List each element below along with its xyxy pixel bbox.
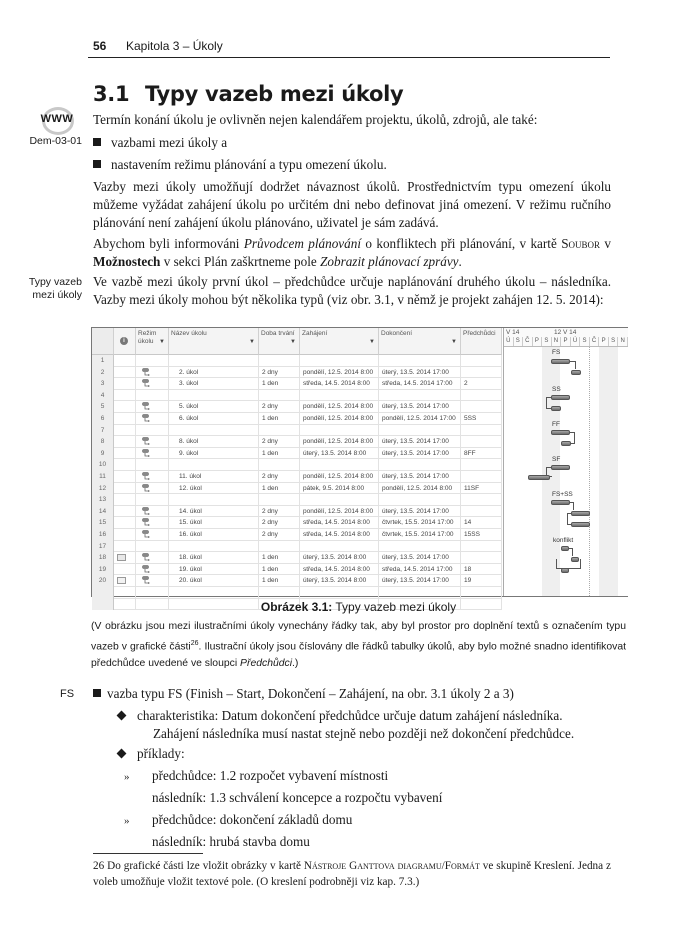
raquo-bullet-icon: »	[124, 771, 130, 783]
mode-cell[interactable]	[136, 494, 169, 506]
start-cell[interactable]	[300, 355, 379, 367]
gantt-bar-task-3[interactable]	[571, 370, 581, 375]
select-all-corner[interactable]	[92, 328, 114, 355]
task-name-cell[interactable]	[169, 494, 259, 506]
task-name-cell[interactable]	[169, 587, 259, 599]
duration-cell[interactable]	[259, 541, 300, 553]
indicator-cell[interactable]	[114, 448, 136, 460]
table-row[interactable]	[92, 448, 502, 460]
row-number[interactable]: 20	[92, 575, 114, 587]
constraint-indicator-icon	[117, 577, 126, 584]
mode-cell[interactable]	[136, 483, 169, 495]
duration-cell[interactable]	[259, 459, 300, 471]
gantt-body	[504, 347, 628, 596]
diamond-bullet-icon	[117, 749, 127, 759]
indicator-cell[interactable]	[114, 413, 136, 425]
auto-scheduled-task-icon	[142, 565, 151, 574]
dropdown-arrow-icon: ▼	[369, 339, 375, 345]
column-header-duration[interactable]: Doba trvání ▼	[259, 328, 300, 355]
finish-cell[interactable]	[379, 390, 461, 402]
finish-cell[interactable]: čtvrtek, 15.5. 2014 17:00	[379, 529, 461, 541]
mode-cell[interactable]	[136, 425, 169, 437]
gantt-label-sf: SF	[552, 456, 561, 463]
start-cell[interactable]: pondělí, 12.5. 2014 8:00	[300, 471, 379, 483]
mode-cell[interactable]	[136, 436, 169, 448]
auto-scheduled-task-icon	[142, 437, 151, 446]
auto-scheduled-task-icon	[142, 379, 151, 388]
finish-cell[interactable]	[379, 494, 461, 506]
dropdown-arrow-icon: ▼	[290, 339, 296, 345]
task-name-cell[interactable]	[169, 425, 259, 437]
gantt-day-label: N	[552, 337, 562, 346]
table-row[interactable]	[92, 541, 502, 553]
indicator-cell[interactable]	[114, 541, 136, 553]
row-number[interactable]: 15	[92, 517, 114, 529]
gantt-bar-task-16[interactable]	[571, 522, 590, 527]
footnote-26: 26 Do grafické části lze vložit obrázky v kartě Nástroje Ganttova diagramu/Formát ve skupině Kreslení. Jedna z voleb umožňuje vložit textové pole. (O kreslení podrobněji viz kap. 7.3.)	[93, 860, 611, 888]
row-number[interactable]: 17	[92, 541, 114, 553]
gantt-bar-task-14[interactable]	[551, 500, 570, 505]
duration-cell[interactable]: 2 dny	[259, 367, 300, 379]
predecessors-cell[interactable]	[461, 355, 502, 367]
table-row[interactable]	[92, 390, 502, 402]
example-2: » předchůdce: dokončení základů domu následník: hrubá stavba domu	[124, 812, 353, 849]
predecessors-cell[interactable]: 2	[461, 378, 502, 390]
predecessors-cell[interactable]	[461, 425, 502, 437]
paragraph-pruvodce: Abychom byli informováni Průvodcem plánování o konfliktech při plánování, v kartě Soubor v Možnostech v sekci Plán zaškrtneme pole Zobrazit plánovací zprávy.	[93, 236, 611, 269]
duration-cell[interactable]: 2 dny	[259, 436, 300, 448]
row-number[interactable]: 1	[92, 355, 114, 367]
table-row[interactable]	[92, 401, 502, 413]
start-cell[interactable]	[300, 494, 379, 506]
task-name-cell[interactable]: 12. úkol	[169, 483, 259, 495]
indicator-cell[interactable]	[114, 471, 136, 483]
predecessors-cell[interactable]: 14	[461, 517, 502, 529]
row-number[interactable]: 4	[92, 390, 114, 402]
gantt-day-label: S	[580, 337, 590, 346]
duration-cell[interactable]	[259, 390, 300, 402]
finish-cell[interactable]: úterý, 13.5. 2014 17:00	[379, 367, 461, 379]
footnote-rule	[93, 853, 203, 854]
info-icon: i	[120, 337, 128, 345]
column-header-finish[interactable]: Dokončení ▼	[379, 328, 461, 355]
auto-scheduled-task-icon	[142, 507, 151, 516]
row-number[interactable]: 18	[92, 552, 114, 564]
duration-cell[interactable]: 1 den	[259, 575, 300, 587]
indicator-cell[interactable]	[114, 390, 136, 402]
gantt-week-1: V 14	[506, 329, 520, 336]
gantt-day-label: Ú	[571, 337, 581, 346]
mode-cell[interactable]	[136, 564, 169, 576]
table-row[interactable]	[92, 378, 502, 390]
duration-cell[interactable]: 1 den	[259, 483, 300, 495]
start-cell[interactable]	[300, 425, 379, 437]
mode-cell[interactable]	[136, 529, 169, 541]
finish-cell[interactable]	[379, 587, 461, 599]
fs-examples-label: příklady:	[118, 745, 611, 763]
row-number[interactable]: 9	[92, 448, 114, 460]
figure-caption: Obrázek 3.1: Typy vazeb mezi úkoly	[260, 600, 457, 614]
start-cell[interactable]	[300, 587, 379, 599]
start-cell[interactable]: pátek, 9.5. 2014 8:00	[300, 483, 379, 495]
start-cell[interactable]: pondělí, 12.5. 2014 8:00	[300, 401, 379, 413]
indicator-cell[interactable]	[114, 564, 136, 576]
indicator-cell[interactable]	[114, 529, 136, 541]
finish-cell[interactable]: středa, 14.5. 2014 17:00	[379, 378, 461, 390]
finish-cell[interactable]: středa, 14.5. 2014 17:00	[379, 564, 461, 576]
gantt-label-ff: FF	[552, 421, 560, 428]
duration-cell[interactable]: 1 den	[259, 448, 300, 460]
finish-cell[interactable]: úterý, 13.5. 2014 17:00	[379, 552, 461, 564]
start-cell[interactable]: úterý, 13.5. 2014 8:00	[300, 448, 379, 460]
gantt-label-fs: FS	[552, 349, 561, 356]
table-row[interactable]	[92, 367, 502, 379]
column-header-start[interactable]: Zahájení ▼	[300, 328, 379, 355]
duration-cell[interactable]	[259, 355, 300, 367]
finish-cell[interactable]: pondělí, 12.5. 2014 8:00	[379, 483, 461, 495]
predecessors-cell[interactable]	[461, 587, 502, 599]
indicator-cell[interactable]	[114, 436, 136, 448]
auto-scheduled-task-icon	[142, 518, 151, 527]
duration-cell[interactable]: 2 dny	[259, 517, 300, 529]
indicator-cell[interactable]	[114, 401, 136, 413]
gantt-week-2: 12 V 14	[554, 329, 577, 336]
indicator-cell[interactable]	[114, 425, 136, 437]
row-number[interactable]: 11	[92, 471, 114, 483]
table-row[interactable]	[92, 506, 502, 518]
finish-cell[interactable]	[379, 459, 461, 471]
indicator-cell[interactable]	[114, 483, 136, 495]
raquo-bullet-icon: »	[124, 815, 130, 827]
indicator-cell[interactable]	[114, 587, 136, 599]
task-name-cell[interactable]: 11. úkol	[169, 471, 259, 483]
table-row[interactable]	[92, 355, 502, 367]
finish-cell[interactable]: úterý, 13.5. 2014 17:00	[379, 506, 461, 518]
gantt-day-label: P	[561, 337, 571, 346]
mode-cell[interactable]	[136, 552, 169, 564]
table-row[interactable]	[92, 552, 502, 564]
diamond-bullet-icon	[117, 711, 127, 721]
gantt-day-header	[504, 337, 628, 347]
predecessors-cell[interactable]: 19	[461, 575, 502, 587]
duration-cell[interactable]	[259, 425, 300, 437]
task-name-cell[interactable]: 19. úkol	[169, 564, 259, 576]
section-heading	[93, 82, 403, 106]
task-name-cell[interactable]: 16. úkol	[169, 529, 259, 541]
duration-cell[interactable]: 2 dny	[259, 506, 300, 518]
duration-cell[interactable]: 1 den	[259, 564, 300, 576]
auto-scheduled-task-icon	[142, 484, 151, 493]
duration-cell[interactable]: 1 den	[259, 378, 300, 390]
table-row[interactable]	[92, 471, 502, 483]
row-number[interactable]: 3	[92, 378, 114, 390]
finish-cell[interactable]: úterý, 13.5. 2014 17:00	[379, 401, 461, 413]
mode-cell[interactable]	[136, 541, 169, 553]
finish-cell[interactable]	[379, 425, 461, 437]
start-cell[interactable]: úterý, 13.5. 2014 8:00	[300, 552, 379, 564]
gantt-label-fs-ss: FS+SS	[552, 491, 573, 498]
margin-note-types: Typy vazeb mezi úkoly	[28, 276, 82, 301]
page-number: 56	[93, 39, 107, 53]
task-name-cell[interactable]: 20. úkol	[169, 575, 259, 587]
table-row[interactable]	[92, 483, 502, 495]
paragraph-types-intro: Ve vazbě mezi úkoly první úkol – předchůdce určuje naplánování druhého úkolu – následníka. Vazby mezi úkoly mohou být několika typů (viz obr. 3.1, v němž je projekt zahájen 12. 5. 2014):	[93, 274, 611, 307]
gantt-day-label: S	[609, 337, 619, 346]
task-name-cell[interactable]: 2. úkol	[169, 367, 259, 379]
mode-cell[interactable]	[136, 355, 169, 367]
duration-cell[interactable]: 2 dny	[259, 471, 300, 483]
table-row[interactable]	[92, 529, 502, 541]
start-cell[interactable]	[300, 541, 379, 553]
paragraph-vazby: Vazby mezi úkoly umožňují dodržet návaznost úkolů. Prostřednictvím typu omezení úkolu můžeme vyžádat zahájení úkolu po určitém dni nebo definovat jiná omezení. V režimu ručního plánování není zahájení úkolu plánováno, uživatel je sám zadává.	[93, 179, 611, 230]
indicator-cell[interactable]	[114, 552, 136, 564]
start-cell[interactable]: středa, 14.5. 2014 8:00	[300, 529, 379, 541]
predecessors-cell[interactable]: 18	[461, 564, 502, 576]
gantt-day-label: P	[533, 337, 543, 346]
indicator-cell[interactable]	[114, 355, 136, 367]
auto-scheduled-task-icon	[142, 472, 151, 481]
table-row[interactable]	[92, 564, 502, 576]
task-name-cell[interactable]: 9. úkol	[169, 448, 259, 460]
predecessors-cell[interactable]	[461, 367, 502, 379]
start-cell[interactable]	[300, 459, 379, 471]
figure-project-screenshot	[91, 327, 628, 597]
dropdown-arrow-icon: ▼	[451, 339, 457, 345]
column-header-predecessors[interactable]: Předchůdci	[461, 328, 502, 355]
indicator-cell[interactable]	[114, 494, 136, 506]
gantt-day-label: Č	[523, 337, 533, 346]
task-name-cell[interactable]	[169, 459, 259, 471]
table-row[interactable]	[92, 575, 502, 587]
duration-cell[interactable]: 1 den	[259, 552, 300, 564]
gantt-label-ss: SS	[552, 386, 561, 393]
gantt-bar-task-15[interactable]	[571, 511, 590, 516]
calendar-indicator-icon	[117, 554, 126, 561]
indicator-cell[interactable]	[114, 575, 136, 587]
mode-cell[interactable]	[136, 401, 169, 413]
column-header-name[interactable]: Název úkolu ▼	[169, 328, 259, 355]
indicator-cell[interactable]	[114, 517, 136, 529]
indicator-cell[interactable]	[114, 367, 136, 379]
gantt-day-label: S	[514, 337, 524, 346]
duration-cell[interactable]: 2 dny	[259, 529, 300, 541]
predecessors-cell[interactable]	[461, 541, 502, 553]
predecessors-cell[interactable]	[461, 390, 502, 402]
mode-cell[interactable]	[136, 448, 169, 460]
predecessors-cell[interactable]: 11SF	[461, 483, 502, 495]
square-bullet-icon	[93, 689, 101, 697]
task-name-cell[interactable]	[169, 541, 259, 553]
demo-id: Dem-03-01	[29, 135, 82, 147]
start-cell[interactable]: středa, 14.5. 2014 8:00	[300, 378, 379, 390]
gantt-day-label: Č	[590, 337, 600, 346]
finish-cell[interactable]: pondělí, 12.5. 2014 17:00	[379, 413, 461, 425]
task-name-cell[interactable]: 6. úkol	[169, 413, 259, 425]
gantt-bar-task-12[interactable]	[528, 475, 550, 480]
gantt-bar-task-9[interactable]	[561, 441, 571, 446]
row-number[interactable]: 16	[92, 529, 114, 541]
duration-cell[interactable]	[259, 494, 300, 506]
row-number[interactable]: 13	[92, 494, 114, 506]
auto-scheduled-task-icon	[142, 576, 151, 585]
figure-note: (V obrázku jsou mezi ilustračními úkoly vynechány řádky tak, aby byl prostor pro doplnění textů s označením typu vazeb v grafické části$^{26}$. Ilustrační úkoly jsou číslovány dle řádků tabulky úkolů, aby bylo možné snadno identifikovat předchůdce uvedené ve sloupci Předchůdci.)	[91, 621, 626, 670]
mode-cell[interactable]	[136, 506, 169, 518]
square-bullet-icon	[93, 160, 101, 168]
start-cell[interactable]	[300, 390, 379, 402]
start-cell[interactable]: úterý, 13.5. 2014 8:00	[300, 575, 379, 587]
fs-heading-item: vazba typu FS (Finish – Start, Dokončení – Zahájení, na obr. 3.1 úkoly 2 a 3)	[93, 685, 611, 703]
task-name-cell[interactable]: 5. úkol	[169, 401, 259, 413]
table-row[interactable]	[92, 436, 502, 448]
square-bullet-icon	[93, 138, 101, 146]
auto-scheduled-task-icon	[142, 553, 151, 562]
task-name-cell[interactable]: 15. úkol	[169, 517, 259, 529]
predecessors-cell[interactable]: 8FF	[461, 448, 502, 460]
table-row[interactable]	[92, 587, 502, 599]
finish-cell[interactable]	[379, 541, 461, 553]
gantt-bar-task-2[interactable]	[551, 359, 570, 364]
task-name-cell[interactable]: 8. úkol	[169, 436, 259, 448]
section-title: Typy vazeb mezi úkoly	[145, 82, 404, 106]
predecessors-cell[interactable]	[461, 552, 502, 564]
finish-cell[interactable]: úterý, 13.5. 2014 17:00	[379, 471, 461, 483]
table-row[interactable]	[92, 459, 502, 471]
table-row[interactable]	[92, 494, 502, 506]
gantt-chart	[503, 328, 628, 596]
predecessors-cell[interactable]	[461, 436, 502, 448]
table-row[interactable]	[92, 517, 502, 529]
mode-cell[interactable]	[136, 517, 169, 529]
intro-paragraph: Termín konání úkolu je ovlivněn nejen kalendářem projektu, úkolů, zdrojů, ale také:	[93, 112, 538, 127]
gantt-day-label: N	[618, 337, 628, 346]
start-cell[interactable]: pondělí, 12.5. 2014 8:00	[300, 367, 379, 379]
task-name-cell[interactable]: 18. úkol	[169, 552, 259, 564]
column-header-indicators[interactable]	[114, 328, 136, 355]
row-number[interactable]: 6	[92, 413, 114, 425]
start-cell[interactable]: středa, 14.5. 2014 8:00	[300, 564, 379, 576]
task-name-cell[interactable]	[169, 355, 259, 367]
mode-cell[interactable]	[136, 413, 169, 425]
www-label: WWW	[40, 113, 74, 125]
row-number[interactable]: 5	[92, 401, 114, 413]
row-number[interactable]: 2	[92, 367, 114, 379]
indicator-cell[interactable]	[114, 378, 136, 390]
start-cell[interactable]: pondělí, 12.5. 2014 8:00	[300, 506, 379, 518]
task-name-cell[interactable]: 14. úkol	[169, 506, 259, 518]
task-name-cell[interactable]	[169, 390, 259, 402]
column-header-mode[interactable]: Režim úkolu ▼	[136, 328, 169, 355]
header-rule	[88, 57, 610, 58]
mode-cell[interactable]	[136, 459, 169, 471]
gantt-bar-task-6[interactable]	[551, 406, 561, 411]
row-number[interactable]: 19	[92, 564, 114, 576]
row-number[interactable]: 14	[92, 506, 114, 518]
duration-cell[interactable]: 2 dny	[259, 401, 300, 413]
auto-scheduled-task-icon	[142, 402, 151, 411]
section-number: 3.1	[93, 82, 130, 106]
predecessors-cell[interactable]	[461, 401, 502, 413]
finish-cell[interactable]: úterý, 13.5. 2014 17:00	[379, 448, 461, 460]
gantt-bar-task-20[interactable]	[561, 568, 569, 573]
dropdown-arrow-icon: ▼	[249, 339, 255, 345]
start-cell[interactable]: pondělí, 12.5. 2014 8:00	[300, 436, 379, 448]
finish-cell[interactable]: úterý, 13.5. 2014 17:00	[379, 575, 461, 587]
predecessors-cell[interactable]: 5SS	[461, 413, 502, 425]
start-cell[interactable]: pondělí, 12.5. 2014 8:00	[300, 413, 379, 425]
running-header-chapter: Kapitola 3 – Úkoly	[126, 39, 223, 53]
gantt-day-label: P	[599, 337, 609, 346]
predecessors-cell[interactable]: 15SS	[461, 529, 502, 541]
task-name-cell[interactable]: 3. úkol	[169, 378, 259, 390]
bullet-item: nastavením režimu plánování a typu omezení úkolu.	[93, 156, 611, 174]
row-number[interactable]: 8	[92, 436, 114, 448]
margin-note-fs: FS	[60, 688, 75, 700]
row-number[interactable]	[92, 587, 114, 599]
table-row[interactable]	[92, 413, 502, 425]
mode-cell[interactable]	[136, 367, 169, 379]
gantt-day-label: Ú	[504, 337, 514, 346]
gantt-bar-task-18[interactable]	[561, 546, 569, 551]
gantt-bar-task-5[interactable]	[551, 395, 570, 400]
gantt-bar-task-8[interactable]	[551, 430, 570, 435]
finish-cell[interactable]: čtvrtek, 15.5. 2014 17:00	[379, 517, 461, 529]
predecessors-cell[interactable]	[461, 471, 502, 483]
indicator-cell[interactable]	[114, 506, 136, 518]
gantt-bar-task-11[interactable]	[551, 465, 570, 470]
auto-scheduled-task-icon	[142, 449, 151, 458]
predecessors-cell[interactable]	[461, 494, 502, 506]
gantt-label-conflict: konflikt	[553, 537, 574, 544]
fs-characteristics: charakteristika: Datum dokončení předchůdce určuje datum zahájení následníka. Zahájení následníka musí nastat stejně nebo později než dokončení předchůdce.	[118, 707, 611, 743]
mode-cell[interactable]	[136, 471, 169, 483]
mode-cell[interactable]	[136, 587, 169, 599]
example-1: » předchůdce: 1.2 rozpočet vybavení místnosti následník: 1.3 schválení koncepce a rozpočtu vybavení	[124, 768, 443, 805]
predecessors-cell[interactable]	[461, 506, 502, 518]
duration-cell[interactable]	[259, 587, 300, 599]
dropdown-arrow-icon: ▼	[159, 339, 165, 345]
bullet-item: vazbami mezi úkoly a	[93, 134, 611, 152]
indicator-cell[interactable]	[114, 459, 136, 471]
mode-cell[interactable]	[136, 378, 169, 390]
table-row[interactable]	[92, 425, 502, 437]
finish-cell[interactable]	[379, 355, 461, 367]
auto-scheduled-task-icon	[142, 530, 151, 539]
auto-scheduled-task-icon	[142, 368, 151, 377]
row-number[interactable]: 10	[92, 459, 114, 471]
predecessors-cell[interactable]	[461, 459, 502, 471]
gantt-day-label: S	[542, 337, 552, 346]
auto-scheduled-task-icon	[142, 414, 151, 423]
row-number[interactable]: 7	[92, 425, 114, 437]
mode-cell[interactable]	[136, 575, 169, 587]
row-number[interactable]: 12	[92, 483, 114, 495]
task-table	[92, 328, 502, 596]
duration-cell[interactable]: 1 den	[259, 413, 300, 425]
finish-cell[interactable]: úterý, 13.5. 2014 17:00	[379, 436, 461, 448]
mode-cell[interactable]	[136, 390, 169, 402]
start-cell[interactable]: středa, 14.5. 2014 8:00	[300, 517, 379, 529]
